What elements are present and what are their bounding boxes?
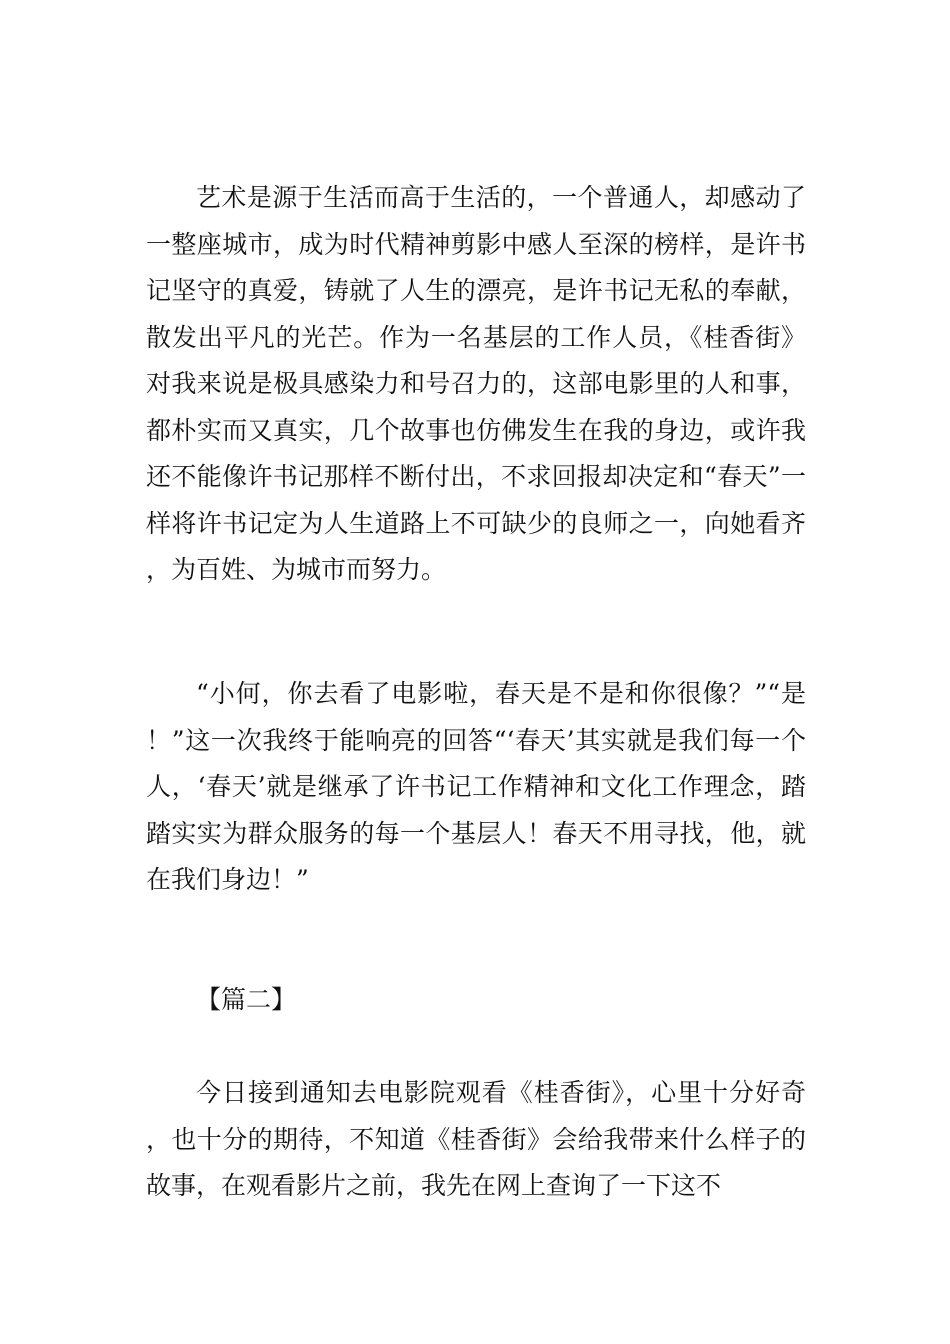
paragraph-art-from-life: 艺术是源于生活而高于生活的，一个普通人，却感动了一整座城市，成为时代精神剪影中感人至深的榜样，是许书记坚守的真爱，铸就了人生的漂亮，是许书记无私的奉献，散发出平凡的光芒。作为一名基层的工作人员，《桂香街》对我来说是极具感染力和号召力的，这部电影里的人和事，都朴实而又真实，几个故事也仿佛发生在我的身边，或许我还不能像许书记那样不断付出，不求回报却决定和“春天”一样将许书记定为人生道路上不可缺少的良师之一，向她看齐，为百姓、为城市而努力。 (146, 183, 806, 584)
paragraph-dialogue-spring: “小何，你去看了电影啦，春天是不是和你很像？”“是！”这一次我终于能响亮的回答“‘春天’其实就是我们每一个人，‘春天’就是继承了许书记工作精神和文化工作理念，踏踏实实为群众服务的每一个基层人！春天不用寻找，他，就在我们身边！” (146, 679, 806, 894)
paragraph-notice-cinema: 今日接到通知去电影院观看《桂香街》，心里十分好奇，也十分的期待，不知道《桂香街》会给我带来什么样子的故事，在观看影片之前，我先在网上查询了一下这不 (146, 1078, 806, 1200)
section-heading-part-two: 【篇二】 (196, 985, 297, 1014)
